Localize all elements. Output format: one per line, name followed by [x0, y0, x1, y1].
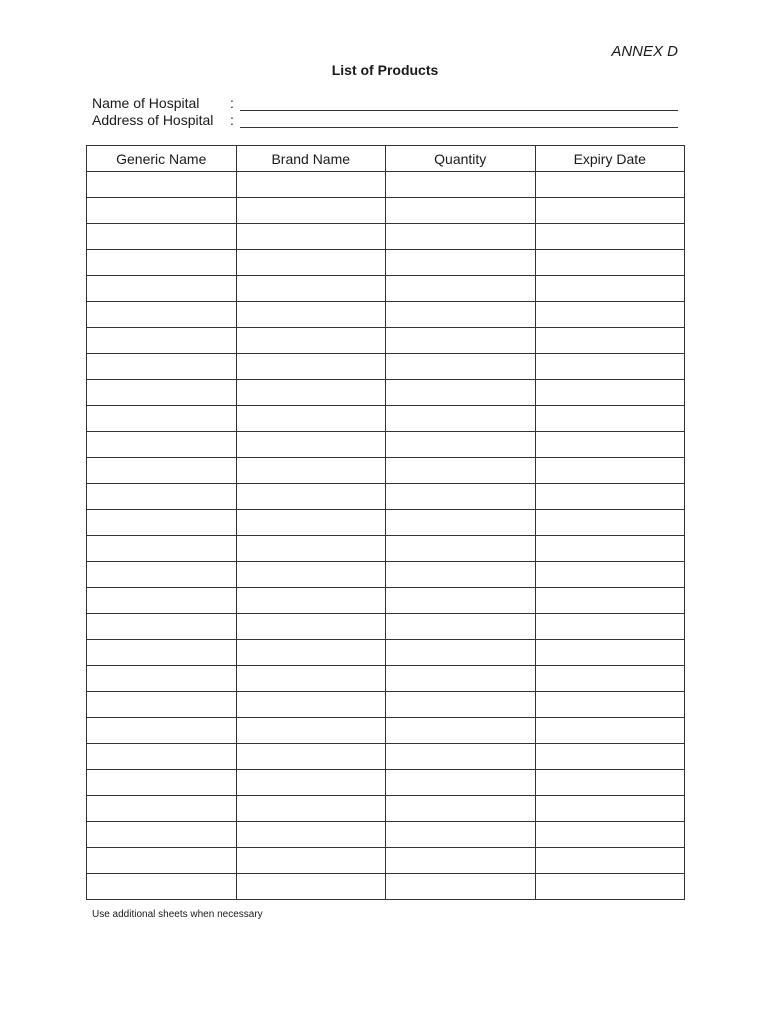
table-row — [87, 614, 685, 640]
table-header-row — [87, 146, 685, 172]
document-title: List of Products — [331, 62, 439, 78]
cell-expiry-date[interactable] — [535, 328, 685, 354]
cell-expiry-date[interactable] — [535, 224, 685, 250]
cell-brand-name[interactable] — [236, 692, 386, 718]
cell-generic-name[interactable] — [87, 640, 237, 666]
cell-generic-name[interactable] — [87, 224, 237, 250]
hospital-name-field — [92, 95, 678, 113]
cell-generic-name[interactable] — [87, 354, 237, 380]
cell-quantity[interactable] — [386, 250, 536, 276]
hospital-address-label: Address of Hospital — [92, 112, 214, 128]
cell-generic-name[interactable] — [87, 562, 237, 588]
cell-quantity[interactable] — [386, 536, 536, 562]
cell-brand-name[interactable] — [236, 666, 386, 692]
cell-quantity[interactable] — [386, 198, 536, 224]
cell-expiry-date[interactable] — [535, 354, 685, 380]
cell-generic-name[interactable] — [87, 172, 237, 198]
cell-generic-name[interactable] — [87, 510, 237, 536]
cell-brand-name[interactable] — [236, 848, 386, 874]
cell-expiry-date[interactable] — [535, 640, 685, 666]
cell-expiry-date[interactable] — [535, 666, 685, 692]
cell-generic-name[interactable] — [87, 406, 237, 432]
cell-brand-name[interactable] — [236, 562, 386, 588]
cell-expiry-date[interactable] — [535, 848, 685, 874]
cell-expiry-date[interactable] — [535, 744, 685, 770]
cell-brand-name[interactable] — [236, 302, 386, 328]
table-row — [87, 380, 685, 406]
column-header-quantity: Quantity — [386, 146, 536, 172]
table-row — [87, 354, 685, 380]
table-row — [87, 172, 685, 198]
cell-generic-name[interactable] — [87, 250, 237, 276]
cell-brand-name[interactable] — [236, 770, 386, 796]
table-row — [87, 874, 685, 900]
hospital-address-input-line[interactable] — [240, 127, 678, 128]
cell-generic-name[interactable] — [87, 302, 237, 328]
cell-brand-name[interactable] — [236, 250, 386, 276]
hospital-name-label: Name of Hospital — [92, 95, 200, 111]
cell-expiry-date[interactable] — [535, 198, 685, 224]
cell-expiry-date[interactable] — [535, 770, 685, 796]
cell-quantity[interactable] — [386, 718, 536, 744]
cell-brand-name[interactable] — [236, 198, 386, 224]
cell-quantity[interactable] — [386, 614, 536, 640]
cell-brand-name[interactable] — [236, 354, 386, 380]
cell-generic-name[interactable] — [87, 848, 237, 874]
table-row — [87, 510, 685, 536]
table-row — [87, 588, 685, 614]
cell-quantity[interactable] — [386, 172, 536, 198]
hospital-address-colon: : — [230, 112, 234, 128]
cell-generic-name[interactable] — [87, 666, 237, 692]
cell-generic-name[interactable] — [87, 874, 237, 900]
cell-expiry-date[interactable] — [535, 406, 685, 432]
products-table-body — [87, 172, 685, 900]
table-row — [87, 328, 685, 354]
cell-quantity[interactable] — [386, 640, 536, 666]
table-row — [87, 848, 685, 874]
table-row — [87, 822, 685, 848]
table-row — [87, 562, 685, 588]
table-row — [87, 276, 685, 302]
cell-quantity[interactable] — [386, 224, 536, 250]
cell-quantity[interactable] — [386, 874, 536, 900]
cell-brand-name[interactable] — [236, 484, 386, 510]
table-row — [87, 302, 685, 328]
cell-quantity[interactable] — [386, 302, 536, 328]
cell-generic-name[interactable] — [87, 796, 237, 822]
cell-generic-name[interactable] — [87, 770, 237, 796]
cell-expiry-date[interactable] — [535, 250, 685, 276]
cell-expiry-date[interactable] — [535, 432, 685, 458]
cell-quantity[interactable] — [386, 848, 536, 874]
cell-brand-name[interactable] — [236, 276, 386, 302]
cell-brand-name[interactable] — [236, 718, 386, 744]
cell-quantity[interactable] — [386, 796, 536, 822]
products-table — [86, 145, 685, 900]
cell-brand-name[interactable] — [236, 536, 386, 562]
cell-expiry-date[interactable] — [535, 796, 685, 822]
table-row — [87, 224, 685, 250]
cell-expiry-date[interactable] — [535, 692, 685, 718]
cell-expiry-date[interactable] — [535, 302, 685, 328]
cell-brand-name[interactable] — [236, 822, 386, 848]
table-row — [87, 640, 685, 666]
annex-label: ANNEX D — [611, 43, 678, 60]
cell-generic-name[interactable] — [87, 432, 237, 458]
table-row — [87, 770, 685, 796]
footer-note: Use additional sheets when necessary — [92, 909, 263, 920]
cell-expiry-date[interactable] — [535, 510, 685, 536]
cell-expiry-date[interactable] — [535, 718, 685, 744]
cell-expiry-date[interactable] — [535, 380, 685, 406]
cell-generic-name[interactable] — [87, 484, 237, 510]
table-row — [87, 406, 685, 432]
cell-brand-name[interactable] — [236, 614, 386, 640]
cell-generic-name[interactable] — [87, 276, 237, 302]
cell-expiry-date[interactable] — [535, 458, 685, 484]
cell-expiry-date[interactable] — [535, 614, 685, 640]
cell-brand-name[interactable] — [236, 380, 386, 406]
cell-quantity[interactable] — [386, 484, 536, 510]
cell-generic-name[interactable] — [87, 588, 237, 614]
cell-expiry-date[interactable] — [535, 588, 685, 614]
cell-quantity[interactable] — [386, 510, 536, 536]
table-row — [87, 536, 685, 562]
cell-brand-name[interactable] — [236, 744, 386, 770]
cell-brand-name[interactable] — [236, 874, 386, 900]
cell-generic-name[interactable] — [87, 744, 237, 770]
cell-generic-name[interactable] — [87, 536, 237, 562]
cell-expiry-date[interactable] — [535, 874, 685, 900]
cell-brand-name[interactable] — [236, 406, 386, 432]
hospital-address-field — [92, 112, 678, 130]
column-header-generic-name: Generic Name — [87, 146, 237, 172]
table-row — [87, 718, 685, 744]
table-row — [87, 484, 685, 510]
cell-quantity[interactable] — [386, 588, 536, 614]
table-row — [87, 250, 685, 276]
cell-generic-name[interactable] — [87, 822, 237, 848]
cell-expiry-date[interactable] — [535, 536, 685, 562]
cell-brand-name[interactable] — [236, 328, 386, 354]
cell-expiry-date[interactable] — [535, 822, 685, 848]
cell-expiry-date[interactable] — [535, 276, 685, 302]
hospital-name-colon: : — [230, 95, 234, 111]
hospital-name-input-line[interactable] — [240, 110, 678, 111]
cell-generic-name[interactable] — [87, 458, 237, 484]
cell-quantity[interactable] — [386, 380, 536, 406]
table-row — [87, 692, 685, 718]
cell-quantity[interactable] — [386, 770, 536, 796]
cell-quantity[interactable] — [386, 666, 536, 692]
table-row — [87, 458, 685, 484]
cell-quantity[interactable] — [386, 822, 536, 848]
table-row — [87, 796, 685, 822]
cell-brand-name[interactable] — [236, 432, 386, 458]
cell-expiry-date[interactable] — [535, 562, 685, 588]
cell-quantity[interactable] — [386, 406, 536, 432]
cell-generic-name[interactable] — [87, 380, 237, 406]
cell-quantity[interactable] — [386, 458, 536, 484]
column-header-expiry-date: Expiry Date — [535, 146, 685, 172]
cell-expiry-date[interactable] — [535, 484, 685, 510]
cell-quantity[interactable] — [386, 354, 536, 380]
cell-brand-name[interactable] — [236, 172, 386, 198]
cell-brand-name[interactable] — [236, 510, 386, 536]
cell-generic-name[interactable] — [87, 198, 237, 224]
table-row — [87, 198, 685, 224]
cell-generic-name[interactable] — [87, 692, 237, 718]
cell-brand-name[interactable] — [236, 224, 386, 250]
table-row — [87, 744, 685, 770]
cell-quantity[interactable] — [386, 328, 536, 354]
table-row — [87, 432, 685, 458]
cell-brand-name[interactable] — [236, 796, 386, 822]
table-row — [87, 666, 685, 692]
cell-quantity[interactable] — [386, 692, 536, 718]
cell-quantity[interactable] — [386, 276, 536, 302]
cell-brand-name[interactable] — [236, 640, 386, 666]
cell-generic-name[interactable] — [87, 614, 237, 640]
cell-brand-name[interactable] — [236, 588, 386, 614]
cell-quantity[interactable] — [386, 432, 536, 458]
cell-generic-name[interactable] — [87, 718, 237, 744]
cell-quantity[interactable] — [386, 562, 536, 588]
cell-generic-name[interactable] — [87, 328, 237, 354]
cell-brand-name[interactable] — [236, 458, 386, 484]
column-header-brand-name: Brand Name — [236, 146, 386, 172]
cell-quantity[interactable] — [386, 744, 536, 770]
cell-expiry-date[interactable] — [535, 172, 685, 198]
